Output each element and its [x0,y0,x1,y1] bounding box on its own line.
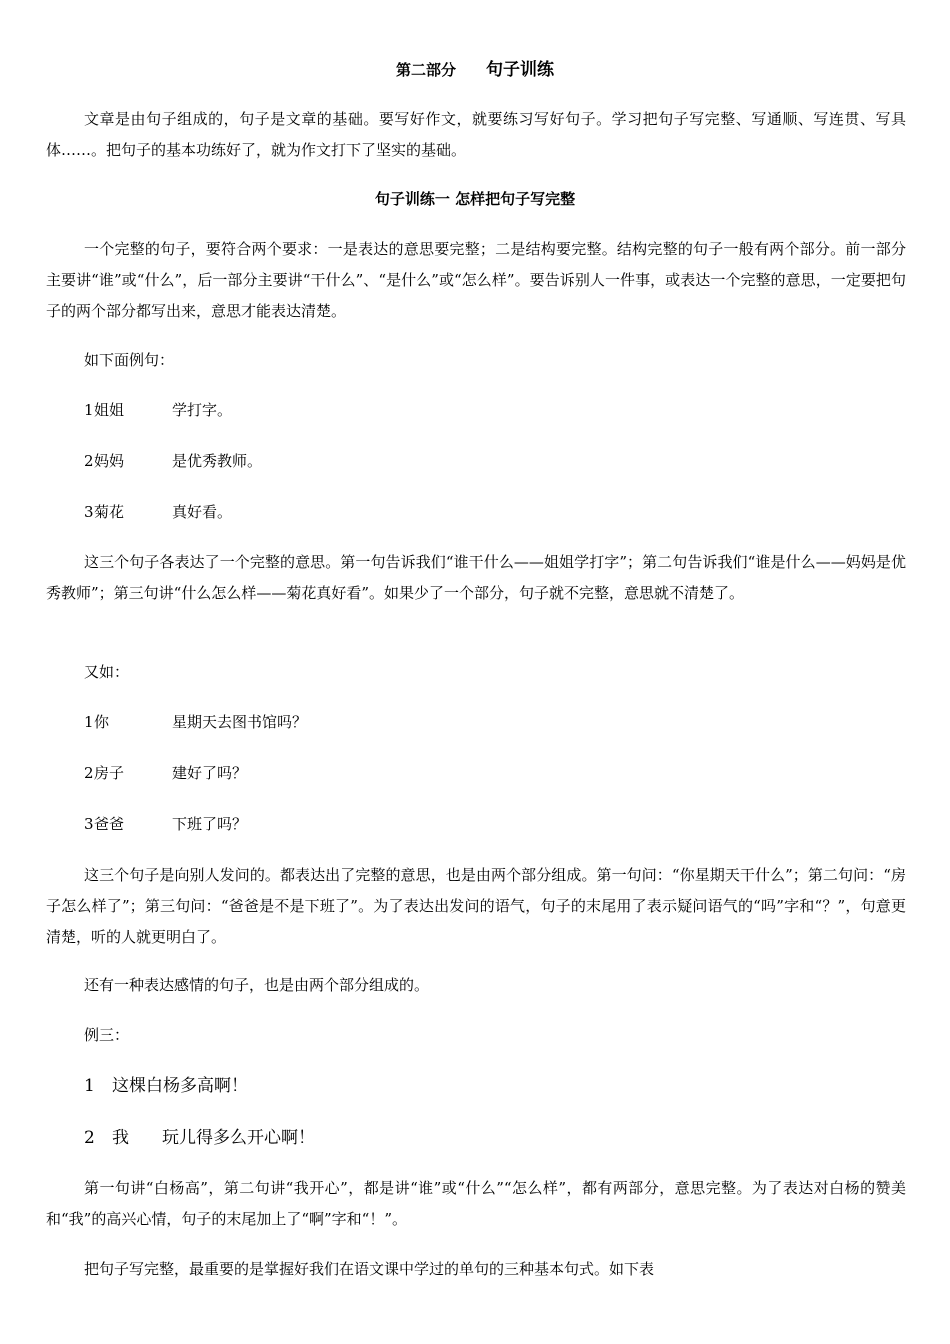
example-3-2 [84,1126,315,1150]
example-1-3 [84,500,232,524]
example-number: 2 [84,1128,95,1148]
example-1-1 [84,398,232,422]
example-subject: 房子 [94,764,125,782]
example-predicate: 是优秀教师。 [172,452,263,470]
example-number: 2 [84,452,94,470]
example-predicate: 下班了吗？ [172,815,248,833]
intro-paragraph: 文章是由句子组成的，句子是文章的基础。要写好作文，就要练习写好句子。学习把句子写完整、写通顺、写连贯、写具体……。把句子的基本功练好了，就为作文打下了坚实的基础。 [46,110,906,159]
example-2-1 [84,710,307,734]
example-predicate: 建好了吗？ [172,764,248,782]
example-number: 2 [84,764,94,782]
example-subject: 你 [94,713,110,731]
example-predicate: 玩儿得多么开心啊！ [162,1128,315,1148]
paragraph-4: 还有一种表达感情的句子，也是由两个部分组成的。 [84,976,430,994]
example-subject: 爸爸 [94,815,125,833]
example-number: 1 [84,1076,95,1096]
paragraph-3: 这三个句子是向别人发问的。都表达出了完整的意思，也是由两个部分组成。第一句问：“你星期天干什么”；第二句问：“房子怎么样了”；第三句问：“爸爸是不是下班了”。为了表达出发问的语气，句子的末尾用了表示疑问语气的“吗”字和“？”，句意更清楚，听的人就更明白了。 [46,866,906,946]
example-number: 3 [84,503,94,521]
example-intro-3: 例三： [84,1026,130,1044]
example-3-1 [84,1074,248,1098]
example-subject: 妈妈 [94,452,125,470]
example-predicate: 星期天去图书馆吗？ [172,713,308,731]
example-intro: 如下面例句： [84,351,175,369]
paragraph-2: 这三个句子各表达了一个完整的意思。第一句告诉我们“谁干什么——姐姐学打字”；第二句告诉我们“谁是什么——妈妈是优秀教师”；第三句讲“什么怎么样——菊花真好看”。如果少了一个部分，句子就不完整，意思就不清楚了。 [46,553,906,602]
example-subject: 菊花 [94,503,125,521]
example-intro-2: 又如： [84,663,130,681]
example-subject: 我 [112,1128,129,1148]
example-number: 1 [84,713,94,731]
section-title: 句子训练一 怎样把句子写完整 [374,190,576,208]
title-name: 句子训练 [486,60,554,80]
example-2-2 [84,761,247,785]
paragraph-5: 第一句讲“白杨高”，第二句讲“我开心”，都是讲“谁”或“什么”“怎么样”，都有两部分，意思完整。为了表达对白杨的赞美和“我”的高兴心情，句子的末尾加上了“啊”字和“！”。 [46,1179,906,1228]
paragraph-1: 一个完整的句子，要符合两个要求：一是表达的意思要完整；二是结构要完整。结构完整的句子一般有两个部分。前一部分主要讲“谁”或“什么”，后一部分主要讲“干什么”、“是什么”或“怎么样”。要告诉别人一件事，或表达一个完整的意思，一定要把句子的两个部分都写出来，意思才能表达清楚。 [46,240,906,320]
example-1-2 [84,449,262,473]
example-number: 1 [84,401,94,419]
example-subject: 姐姐 [94,401,125,419]
example-2-3 [84,812,247,836]
example-predicate: 这棵白杨多高啊！ [112,1076,248,1096]
example-predicate: 学打字。 [172,401,233,419]
title-part: 第二部分 [395,61,456,79]
example-number: 3 [84,815,94,833]
paragraph-6: 把句子写完整，最重要的是掌握好我们在语文课中学过的单句的三种基本句式。如下表 [84,1260,655,1278]
page-title [0,58,950,82]
example-predicate: 真好看。 [172,503,233,521]
